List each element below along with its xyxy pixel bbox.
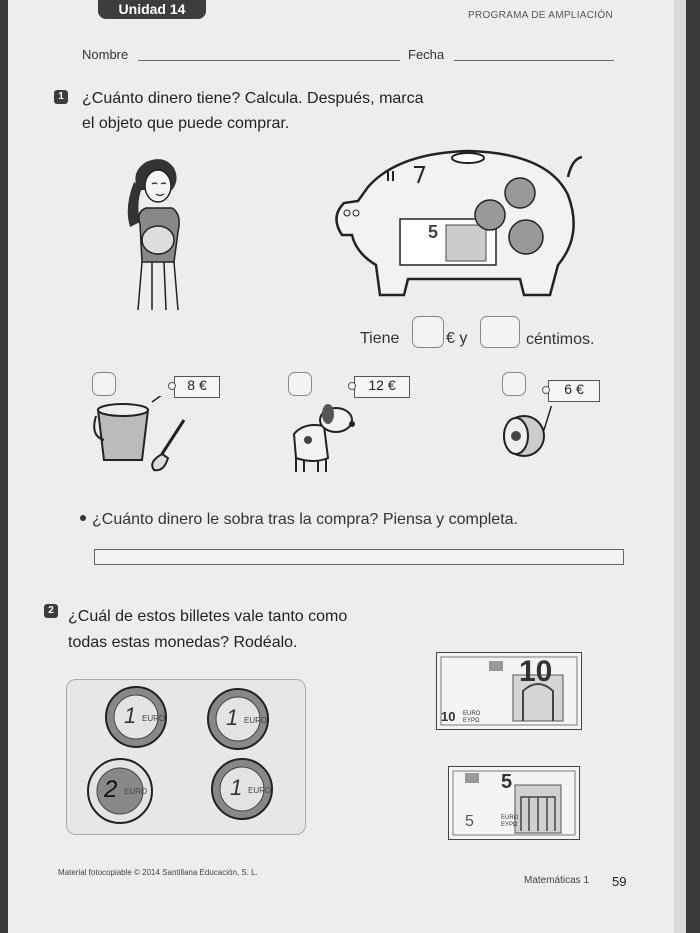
piggy-banknote-value: 5 — [428, 222, 439, 242]
date-field[interactable] — [454, 60, 614, 61]
exercise-1-question-line1: ¿Cuánto dinero tiene? Calcula. Después, marca — [82, 90, 424, 107]
unit-badge: Unidad 14 — [98, 0, 206, 19]
coin-3-unit: EURO — [124, 787, 148, 796]
ten-euro-banknote-art — [437, 653, 581, 729]
coin-1-unit: EURO — [142, 714, 166, 723]
coin-1-value: 1 — [124, 703, 137, 728]
bucket-and-spade-icon — [92, 396, 202, 476]
tiene-label: Tiene — [360, 330, 400, 347]
date-label: Fecha — [408, 47, 445, 62]
page-number: 59 — [612, 874, 627, 889]
dog-toy-checkbox[interactable] — [288, 372, 312, 396]
coin-4-value: 1 — [230, 775, 243, 800]
ten-euro-large-value: 10 — [519, 655, 553, 688]
coin-2-value: 1 — [226, 705, 239, 730]
ten-euro-small-value: 10 — [441, 709, 456, 724]
followup-bullet — [80, 515, 86, 521]
followup-question: ¿Cuánto dinero le sobra tras la compra? Piensa y completa. — [92, 511, 518, 528]
footer-subject: Matemáticas 1 — [524, 875, 590, 886]
exercise-2-question-line2: todas estas monedas? Rodéalo. — [68, 634, 298, 651]
yoyo-price-tag: 6 € — [548, 380, 600, 402]
exercise-2-number: 2 — [44, 604, 58, 618]
exercise-2-question-line1: ¿Cuál de estos billetes vale tanto como — [68, 608, 348, 625]
coin-4-unit: EURO — [248, 786, 272, 795]
girl-with-piggy-bank-illustration — [116, 152, 196, 312]
footer-copyright: Material fotocopiable © 2014 Santillana Educación, S. L. — [58, 868, 258, 877]
coins-illustration — [66, 679, 304, 833]
ten-euro-text: EURO ΕΥΡΩ — [463, 711, 481, 724]
euros-answer-box[interactable] — [412, 316, 444, 348]
name-label: Nombre — [82, 47, 129, 62]
coin-2-unit: EURO — [244, 716, 268, 725]
cents-answer-box[interactable] — [480, 316, 520, 348]
worksheet-page — [8, 0, 676, 933]
centimos-label: céntimos. — [526, 331, 595, 348]
five-euro-small-value: 5 — [465, 813, 474, 830]
program-label: PROGRAMA DE AMPLIACIÓN — [468, 10, 613, 21]
dog-toy-price-tag: 12 € — [354, 376, 410, 398]
yoyo-icon — [494, 406, 564, 466]
bucket-checkbox[interactable] — [92, 372, 116, 396]
five-euro-text: EURO ΕΥΡΩ — [501, 815, 519, 828]
followup-answer-line[interactable] — [94, 549, 624, 565]
yoyo-checkbox[interactable] — [502, 372, 526, 396]
euro-y-label: € y — [446, 330, 468, 347]
exercise-1-question-line2: el objeto que puede comprar. — [82, 115, 290, 132]
dog-toy-icon — [284, 398, 364, 478]
five-euro-large-value: 5 — [501, 771, 513, 793]
name-field[interactable] — [138, 60, 400, 61]
exercise-1-number: 1 — [54, 90, 68, 104]
bucket-price-tag: 8 € — [174, 376, 220, 398]
ten-euro-banknote[interactable] — [436, 652, 582, 730]
coin-3-value: 2 — [104, 776, 118, 803]
piggy-bank-illustration — [328, 145, 588, 305]
five-euro-banknote[interactable] — [448, 766, 580, 840]
